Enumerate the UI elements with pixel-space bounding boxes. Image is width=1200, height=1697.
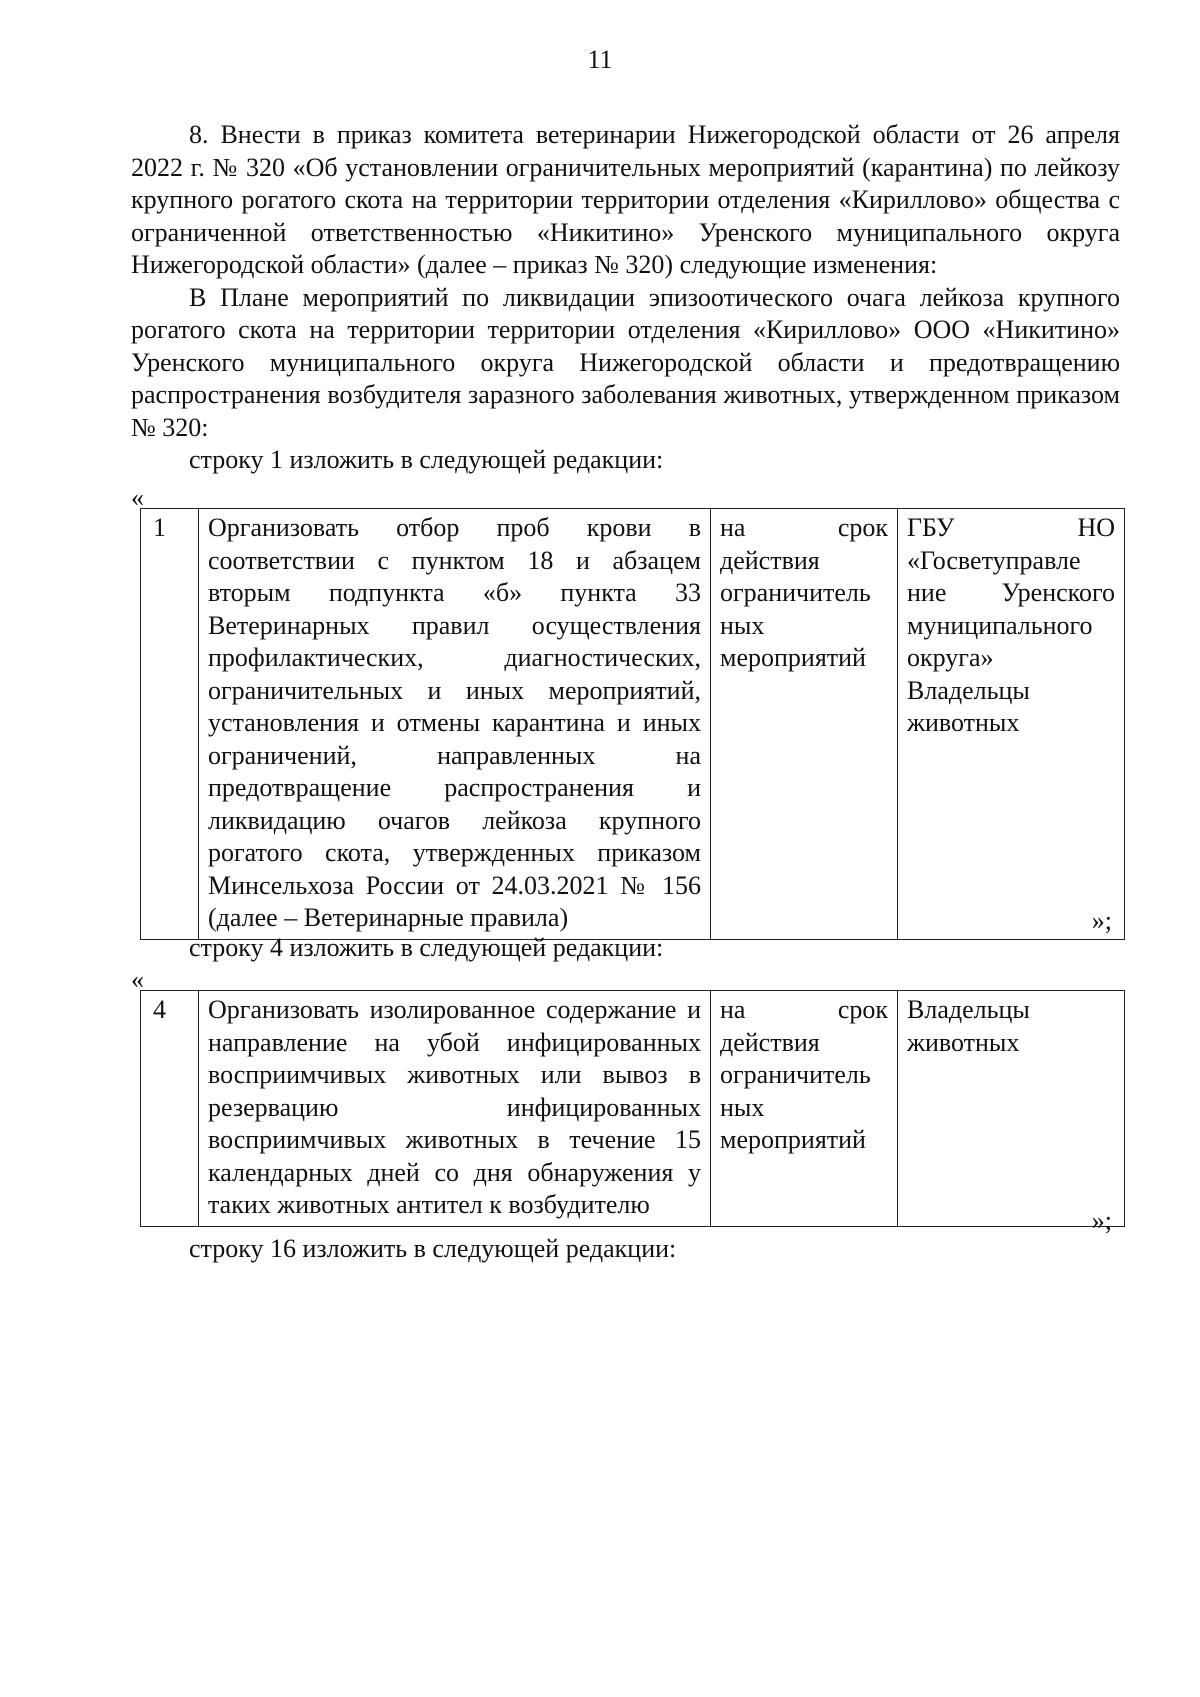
row-number: 4 [141, 991, 199, 1227]
row4-lead: строку 4 изложить в следующей редакции: [189, 933, 664, 962]
closing-quote-row4: »; [1091, 1206, 1112, 1235]
row16-lead-block [131, 1233, 1120, 1266]
row-responsible: Владельцы животных [898, 991, 1125, 1227]
row4-lead-block [131, 932, 1120, 965]
row-term: на срок действия ограничитель ных мероприятий [711, 509, 898, 940]
row-number: 1 [141, 509, 199, 940]
opening-quote-row1: « [131, 483, 144, 512]
amendment-paragraph: 8. Внести в приказ комитета ветеринарии Нижегородской области от 26 апреля 2022 г. № 320 «Об установлении ограничительных мероприятий (карантина) по лейкозу крупного рогатого скота на территории территории отделения «Кириллово» общества с ограниченной ответственностью «Никитино» Уренского муниципального округа Нижегородской области» (далее – приказ № 320) следующие изменения: [131, 120, 1120, 279]
table-row [141, 509, 1125, 940]
page-number: 11 [587, 45, 613, 74]
plan-paragraph: В Плане мероприятий по ликвидации эпизоотического очага лейкоза крупного рогатого скота на территории территории отделения «Кириллово» ООО «Никитино» Уренского муниципального округа Нижегородской области и предотвращению распространения возбудителя заразного заболевания животных, утвержденном приказом № 320: [131, 282, 1120, 442]
opening-quote-row4: « [131, 965, 144, 994]
row-responsible: ГБУ НО «Госветуправле ние Уренского муниципального округа» Владельцы животных [898, 509, 1125, 940]
table-row [141, 991, 1125, 1227]
plan-row-4-table [140, 990, 1125, 1227]
closing-quote-row1: »; [1091, 906, 1112, 935]
row1-lead: строку 1 изложить в следующей редакции: [189, 445, 664, 474]
row16-lead: строку 16 изложить в следующей редакции: [189, 1234, 677, 1263]
section-8-intro [131, 119, 1120, 477]
plan-row-1-table [140, 508, 1125, 940]
row-action: Организовать изолированное содержание и направление на убой инфицированных восприимчивых животных или вывоз в резервацию инфицированных восприимчивых животных в течение 15 календарных дней со дня обнаружения у таких животных антител к возбудителю [199, 991, 711, 1227]
row-term: на срок действия ограничитель ных мероприятий [711, 991, 898, 1227]
row-action: Организовать отбор проб крови в соответствии с пунктом 18 и абзацем вторым подпункта «б» пункта 33 Ветеринарных правил осуществления профилактических, диагностических, ограничительных и иных мероприятий, установления и отмены карантина и иных ограничений, направленных на предотвращение распространения и ликвидацию очагов лейкоза крупного рогатого скота, утвержденных приказом Минсельхоза России от 24.03.2021 № 156 (далее – Ветеринарные правила) [199, 509, 711, 940]
